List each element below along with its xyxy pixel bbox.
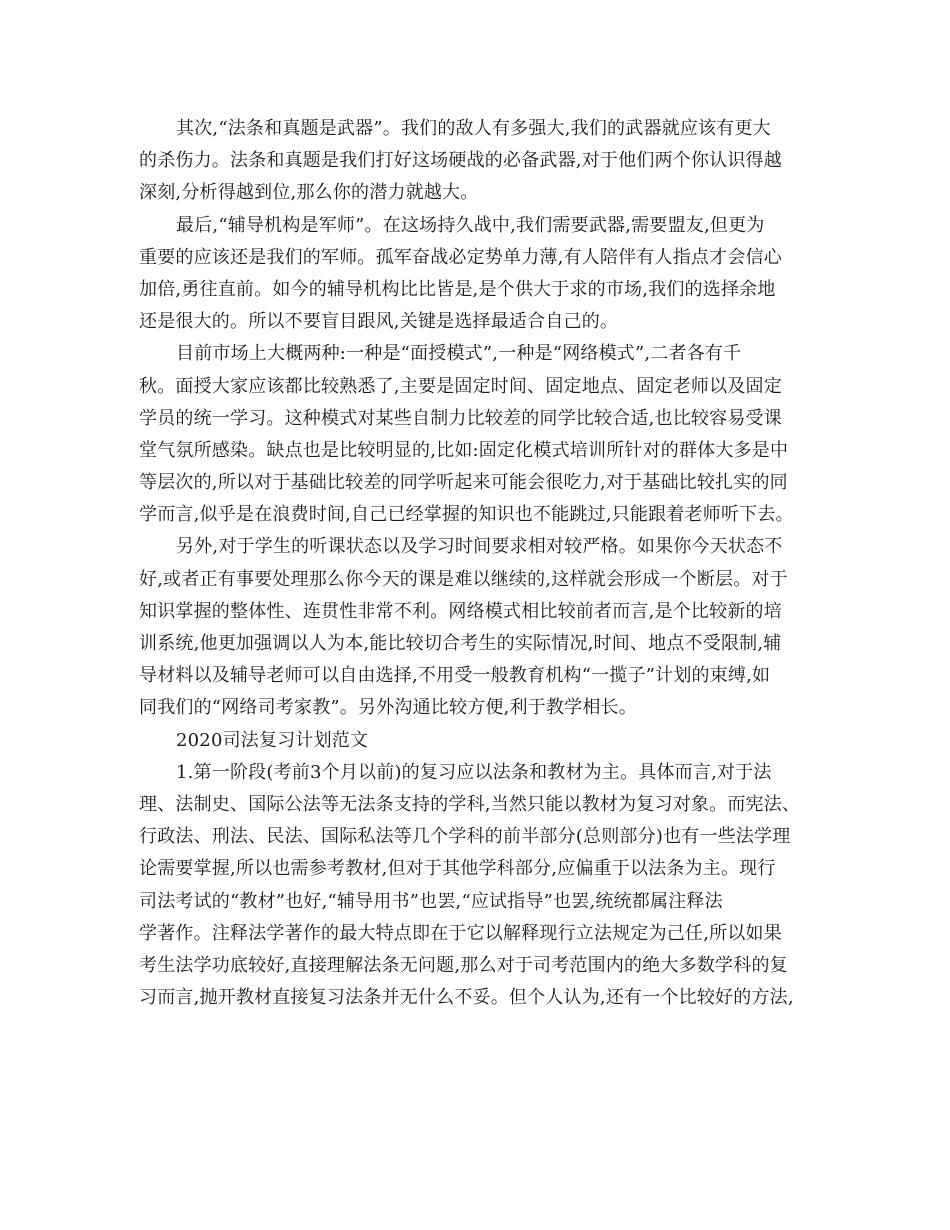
text-line: 其次,“法条和真题是武器”。我们的敌人有多强大,我们的武器就应该有更大 bbox=[176, 118, 771, 139]
document-body bbox=[139, 113, 811, 1014]
text-line: 好,或者正有事要处理那么你今天的课是难以继续的,这样就会形成一个断层。对于 bbox=[139, 568, 788, 590]
text-line: 理、法制史、国际公法等无法条支持的学科,当然只能以教材为复习对象。而宪法、 bbox=[139, 793, 801, 815]
text-line: 加倍,勇往直前。如今的辅导机构比比皆是,是个供大于求的市场,我们的选择余地 bbox=[139, 278, 776, 300]
text-line: 堂气氛所感染。缺点也是比较明显的,比如:固定化模式培训所针对的群体大多是中 bbox=[139, 439, 789, 461]
text-line: 学著作。注释法学著作的最大特点即在于它以解释现行立法规定为己任,所以如果 bbox=[139, 922, 782, 944]
text-line: 深刻,分析得越到位,那么你的潜力就越大。 bbox=[139, 182, 479, 204]
text-line: 还是很大的。所以不要盲目跟风,关键是选择最适合自己的。 bbox=[139, 311, 619, 333]
text-line: 司法考试的“教材”也好,“辅导用书”也罢,“应试指导”也罢,统统都属注释法 bbox=[139, 890, 723, 912]
text-line: 学员的统一学习。这种模式对某些自制力比较差的同学比较合适,也比较容易受课 bbox=[139, 407, 782, 429]
text-line: 目前市场上大概两种:一种是“面授模式”,一种是“网络模式”,二者各有千 bbox=[176, 343, 742, 365]
text-line: 的杀伤力。法条和真题是我们打好这场硬战的必备武器,对于他们两个你认识得越 bbox=[139, 150, 782, 172]
text-line: 考生法学功底较好,直接理解法条无问题,那么对于司考范围内的绝大多数学科的复 bbox=[139, 954, 788, 976]
text-line: 秋。面授大家应该都比较熟悉了,主要是固定时间、固定地点、固定老师以及固定 bbox=[139, 375, 782, 397]
section-heading: 2020司法复习计划范文 bbox=[176, 729, 369, 751]
text-line: 重要的应该还是我们的军师。孤军奋战必定势单力薄,有人陪伴有人指点才会信心 bbox=[139, 246, 782, 268]
text-line: 另外,对于学生的听课状态以及学习时间要求相对较严格。如果你今天状态不 bbox=[176, 536, 783, 558]
text-line: 行政法、刑法、民法、国际私法等几个学科的前半部分(总则部分)也有一些法学理 bbox=[139, 826, 791, 848]
text-line: 同我们的“网络司考家教”。另外沟通比较方便,利于教学相长。 bbox=[139, 697, 637, 719]
text-line: 导材料以及辅导老师可以自由选择,不用受一般教育机构“一揽子”计划的束缚,如 bbox=[139, 665, 771, 687]
text-line: 学而言,似乎是在浪费时间,自己已经掌握的知识也不能跳过,只能跟着老师听下去。 bbox=[139, 504, 794, 526]
text-line: 论需要掌握,所以也需参考教材,但对于其他学科部分,应偏重于以法条为主。现行 bbox=[139, 858, 776, 880]
text-line: 1.第一阶段(考前3个月以前)的复习应以法条和教材为主。具体而言,对于法 bbox=[176, 761, 772, 783]
text-line: 知识掌握的整体性、连贯性非常不利。网络模式相比较前者而言,是个比较新的培 bbox=[139, 600, 782, 622]
text-line: 训系统,他更加强调以人为本,能比较切合考生的实际情况,时间、地点不受限制,辅 bbox=[139, 633, 782, 654]
text-line: 最后,“辅导机构是军师”。在这场持久战中,我们需要武器,需要盟友,但更为 bbox=[176, 214, 765, 236]
text-line: 习而言,抛开教材直接复习法条并无什么不妥。但个人认为,还有一个比较好的方法, bbox=[139, 987, 794, 1009]
text-line: 等层次的,所以对于基础比较差的同学听起来可能会很吃力,对于基础比较扎实的同 bbox=[139, 472, 788, 494]
